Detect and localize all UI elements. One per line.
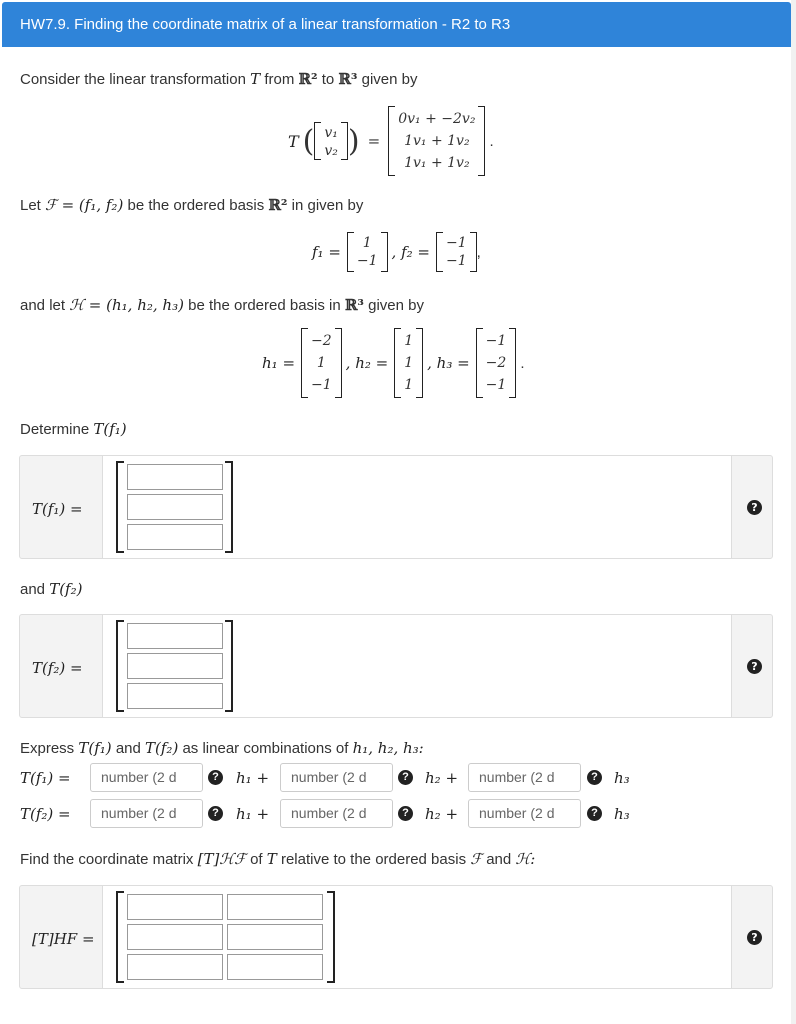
- page-header: [2, 2, 791, 47]
- right-bracket: [225, 461, 233, 553]
- q3-prompt: Express T(f₁) and T(f₂) as linear combinations of h₁, h₂, h₃:: [20, 739, 424, 757]
- right-bracket: [225, 620, 233, 712]
- h3-term: h₃: [614, 769, 630, 787]
- coef-f2-h2-input[interactable]: number (2 d: [280, 799, 393, 828]
- q3-row2-label: T(f₂) =: [20, 805, 71, 823]
- page-title: HW7.9. Finding the coordinate matrix of a linear transformation - R2 to R3: [20, 16, 511, 33]
- help-icon[interactable]: ?: [747, 930, 762, 945]
- q3-row1-label: T(f₁) =: [20, 769, 71, 787]
- coef-f2-h3-input[interactable]: number (2 d: [468, 799, 581, 828]
- matrix-input-r2c1[interactable]: [127, 924, 223, 950]
- coef-f1-h2-input[interactable]: number (2 d: [280, 763, 393, 792]
- basis-f-vectors: f₁ = 1 −1 , f₂ = −1 −1 ,: [312, 232, 481, 272]
- basis-f-text: Let ℱ = (f₁, f₂) be the ordered basis ℝ² in given by: [20, 196, 364, 214]
- coef-f1-h3-input[interactable]: number (2 d: [468, 763, 581, 792]
- coef-f1-h1-input[interactable]: number (2 d: [90, 763, 203, 792]
- left-bracket: [116, 461, 124, 553]
- q4-label: [T]HF =: [32, 930, 95, 948]
- q1-label: T(f₁) =: [32, 500, 83, 518]
- intro-text: Consider the linear transformation T from ℝ² to ℝ³ given by: [20, 70, 418, 88]
- basis-h-vectors: h₁ = −2 1 −1 , h₂ = 1 1 1 , h₃ = −1 −2 −1 .: [262, 328, 524, 398]
- h2-term: h₂ +: [425, 805, 459, 823]
- q1-prompt: Determine T(f₁): [20, 420, 127, 438]
- scrollbar[interactable]: [791, 0, 796, 1024]
- q2-answer-card: [19, 614, 773, 718]
- left-bracket: [116, 620, 124, 712]
- matrix-input-r3c1[interactable]: [127, 954, 223, 980]
- tf1-input-1[interactable]: [127, 464, 223, 490]
- basis-h-text: and let ℋ = (h₁, h₂, h₃) be the ordered basis in ℝ³ given by: [20, 296, 424, 314]
- help-icon[interactable]: ?: [587, 770, 602, 785]
- coef-f2-h1-input[interactable]: number (2 d: [90, 799, 203, 828]
- help-icon[interactable]: ?: [747, 500, 762, 515]
- help-icon[interactable]: ?: [747, 659, 762, 674]
- h1-term: h₁ +: [236, 769, 270, 787]
- q4-answer-card: [19, 885, 773, 989]
- tf2-input-3[interactable]: [127, 683, 223, 709]
- help-icon[interactable]: ?: [398, 806, 413, 821]
- matrix-input-r1c1[interactable]: [127, 894, 223, 920]
- h1-term: h₁ +: [236, 805, 270, 823]
- h3-term: h₃: [614, 805, 630, 823]
- help-icon[interactable]: ?: [398, 770, 413, 785]
- h2-term: h₂ +: [425, 769, 459, 787]
- tf2-input-2[interactable]: [127, 653, 223, 679]
- help-icon[interactable]: ?: [208, 770, 223, 785]
- help-icon[interactable]: ?: [208, 806, 223, 821]
- right-bracket: [327, 891, 335, 983]
- tf1-input-2[interactable]: [127, 494, 223, 520]
- q1-answer-card: [19, 455, 773, 559]
- tf2-input-1[interactable]: [127, 623, 223, 649]
- matrix-input-r2c2[interactable]: [227, 924, 323, 950]
- q2-prompt: and T(f₂): [20, 580, 83, 598]
- tf1-input-3[interactable]: [127, 524, 223, 550]
- q4-prompt: Find the coordinate matrix [T]ℋℱ of T relative to the ordered basis ℱ and ℋ:: [20, 850, 536, 868]
- q2-label: T(f₂) =: [32, 659, 83, 677]
- matrix-input-r3c2[interactable]: [227, 954, 323, 980]
- help-icon[interactable]: ?: [587, 806, 602, 821]
- left-bracket: [116, 891, 124, 983]
- matrix-input-r1c2[interactable]: [227, 894, 323, 920]
- transformation-formula: T ( v₁ v₂ ) = 0v₁ + −2v₂ 1v₁ + 1v₂ 1v₁ + 1v₂ .: [288, 106, 494, 176]
